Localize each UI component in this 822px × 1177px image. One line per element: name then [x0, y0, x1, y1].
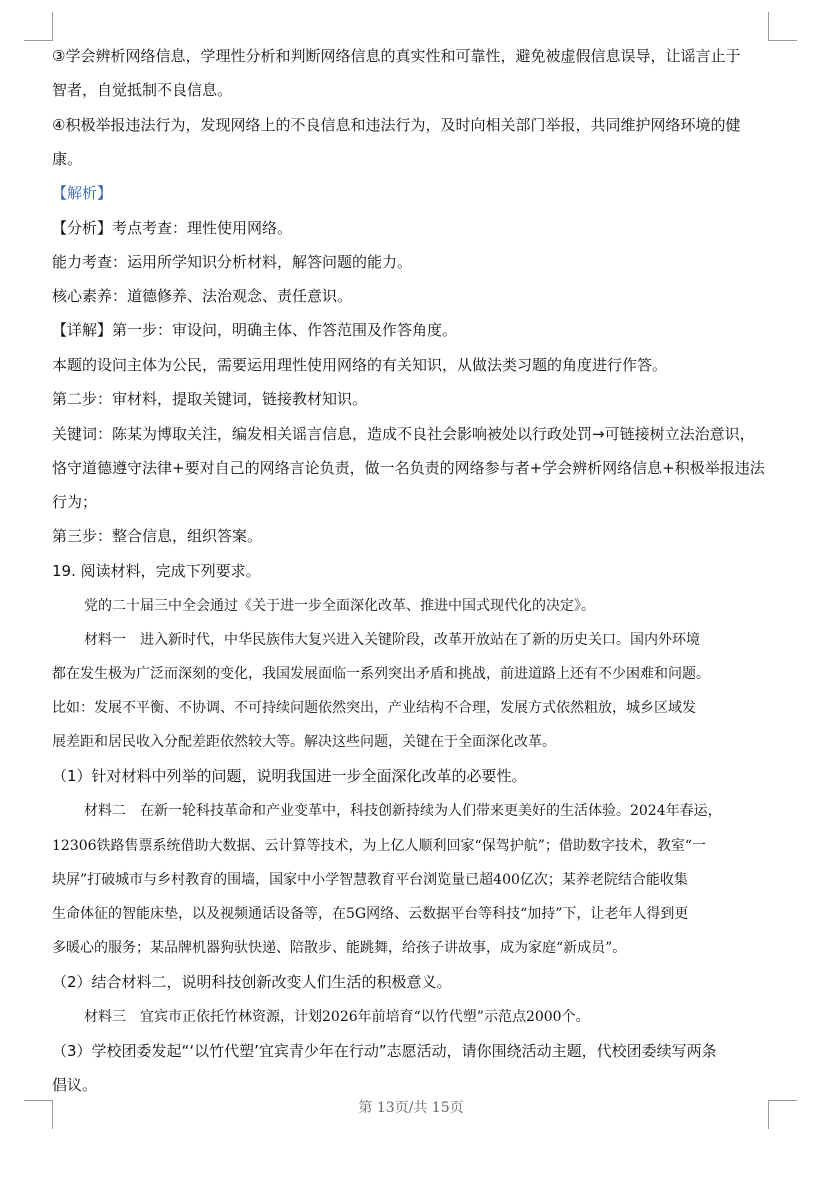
crop-mark-top-left [24, 12, 53, 41]
question-2: （2）结合材料二，说明科技创新改变人们生活的积极意义。 [52, 973, 452, 991]
detail-step-1: 【详解】第一步：审设问，明确主体、作答范围及作答角度。 [52, 321, 458, 339]
analysis-ability: 能力考查：运用所学知识分析材料，解答问题的能力。 [52, 253, 413, 271]
keywords-line-3: 行为； [52, 493, 98, 511]
keywords-line-1: 关键词：陈某为博取关注，编发相关谣言信息，造成不良社会影响被处以行政处罚→可链接树立法治意识， [52, 425, 755, 443]
question-1: （1）针对材料中列举的问题，说明我国进一步全面深化改革的必要性。 [52, 767, 527, 785]
keywords-line-2: 恪守道德遵守法律+要对自己的网络言论负责，做一名负责的网络参与者+学会辨析网络信息+积极举报违法 [52, 459, 765, 477]
material-2-line-5: 多暖心的服务；某品牌机器狗驮快递、陪散步、能跳舞，给孩子讲故事，成为家庭“新成员”。 [52, 940, 627, 956]
material-3: 材料三 宜宾市正依托竹林资源，计划2026年前培育“以竹代塑”示范点2000个。 [84, 1009, 590, 1025]
material-intro: 党的二十届三中全会通过《关于进一步全面深化改革、推进中国式现代化的决定》。 [84, 598, 595, 614]
answer-point-3-line-1: ③学会辨析网络信息，学理性分析和判断网络信息的真实性和可靠性，避免被虚假信息误导，让谣言止于 [52, 47, 741, 65]
material-2-line-2: 12306铁路售票系统借助大数据、云计算等技术，为上亿人顺利回家“保驾护航”；借助数字技术，教室“一 [52, 838, 707, 854]
analysis-literacy: 核心素养：道德修养、法治观念、责任意识。 [52, 287, 353, 305]
material-2-line-3: 块屏”打破城市与乡村教育的围墙，国家中小学智慧教育平台浏览量已超400亿次；某养老院结合能收集 [52, 872, 688, 888]
detail-step-3: 第三步：整合信息，组织答案。 [52, 527, 263, 545]
material-1-line-2: 都在发生极为广泛而深刻的变化，我国发展面临一系列突出矛盾和挑战，前进道路上还有不少困难和问题。 [52, 666, 710, 682]
material-1-line-3: 比如：发展不平衡、不协调、不可持续问题依然突出，产业结构不合理，发展方式依然粗放，城乡区域发 [52, 700, 696, 716]
material-1-line-1: 材料一 进入新时代，中华民族伟大复兴进入关键阶段，改革开放站在了新的历史关口。国内外环境 [84, 632, 700, 648]
detail-subject: 本题的设问主体为公民，需要运用理性使用网络的有关知识，从做法类习题的角度进行作答。 [52, 356, 668, 374]
page-footer: 第 13页/共 15页 [358, 1100, 464, 1116]
question-19-title: 19. 阅读材料，完成下列要求。 [52, 562, 261, 580]
crop-mark-top-right [768, 12, 797, 41]
detail-step-2: 第二步：审材料，提取关键词，链接教材知识。 [52, 390, 368, 408]
answer-point-3-line-2: 智者，自觉抵制不良信息。 [52, 81, 233, 99]
question-3-line-2: 倡议。 [52, 1076, 98, 1094]
material-2-line-1: 材料二 在新一轮科技革命和产业变革中，科技创新持续为人们带来更美好的生活体验。2024年春运， [84, 803, 722, 819]
answer-point-4-line-1: ④积极举报违法行为，发现网络上的不良信息和违法行为，及时向相关部门举报，共同维护网络环境的健 [52, 116, 741, 134]
analysis-topic: 【分析】考点考查：理性使用网络。 [52, 219, 293, 237]
answer-point-4-line-2: 康。 [52, 150, 83, 168]
material-2-line-4: 生命体征的智能床垫，以及视频通话设备等，在5G网络、云数据平台等科技“加持”下，让老年人得到更 [52, 906, 689, 922]
analysis-heading: 【解析】 [52, 184, 113, 202]
material-1-line-4: 展差距和居民收入分配差距依然较大等。解决这些问题，关键在于全面深化改革。 [52, 734, 556, 750]
question-3-line-1: （3）学校团委发起“‘以竹代塑’宜宾青少年在行动”志愿活动，请你围绕活动主题，代校团委续写两条 [52, 1042, 717, 1060]
